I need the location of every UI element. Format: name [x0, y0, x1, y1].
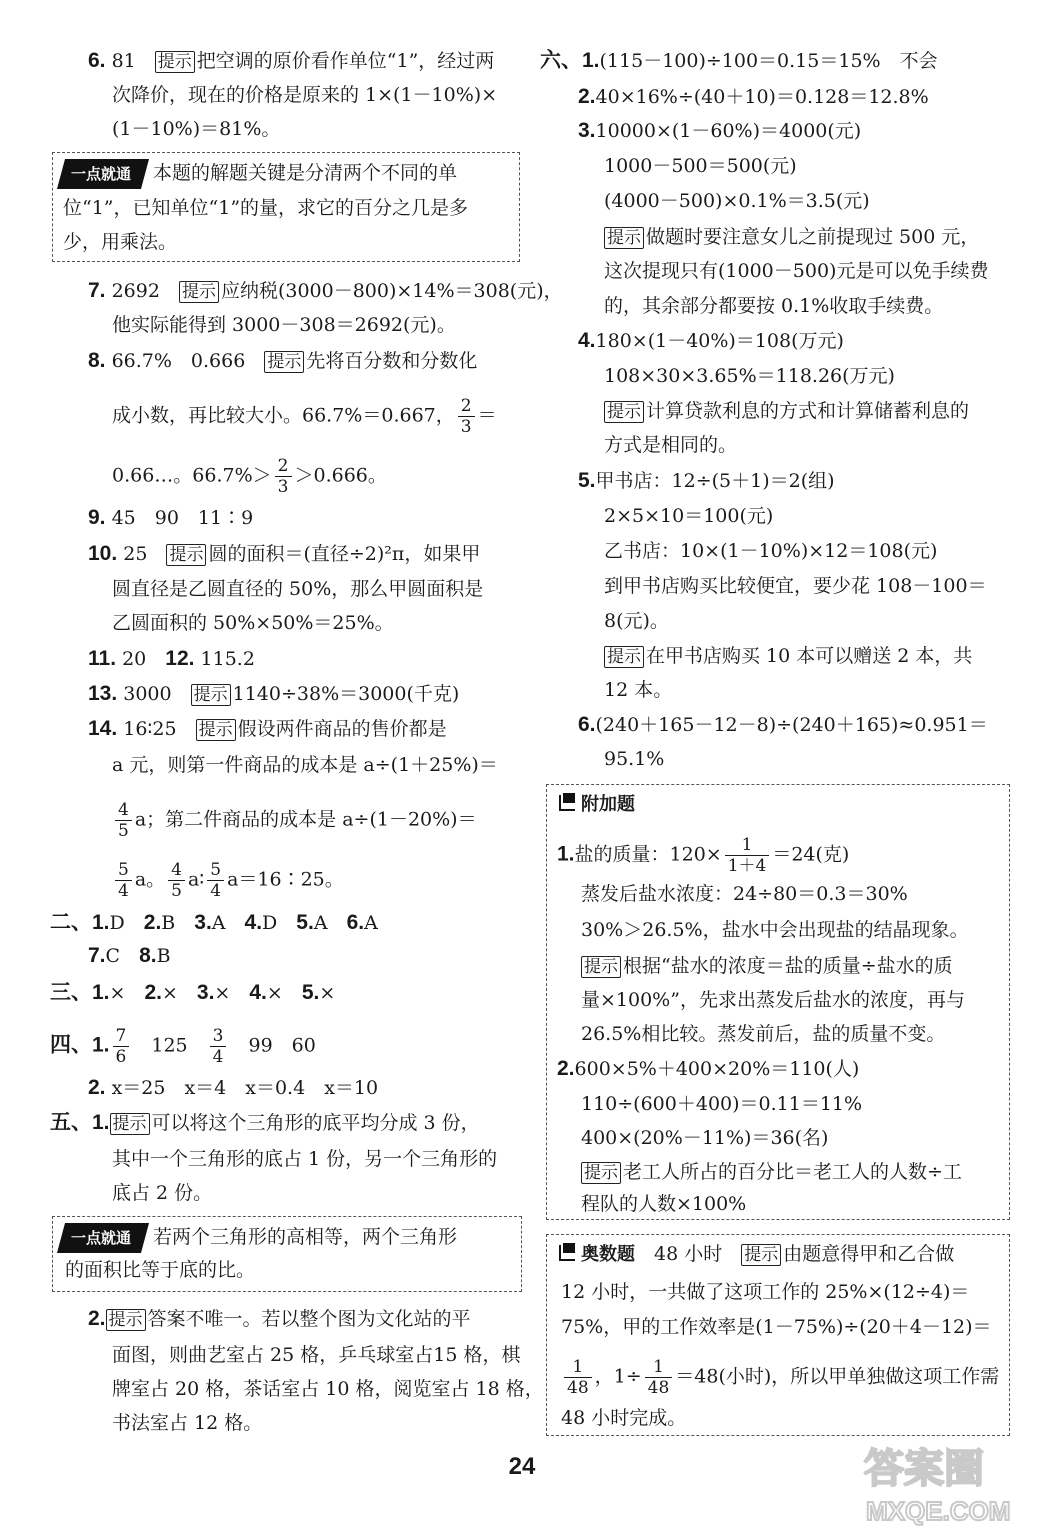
q13-line: 13. 3000 提示 1140÷38%＝3000(千克) — [88, 682, 460, 705]
q8-line3: 0.66…。66.7%＞ $\frac{2}{3}$ ＞0.666。 — [112, 456, 387, 497]
q6-number: 6. — [88, 49, 106, 72]
section-icon — [559, 1245, 575, 1261]
section-6-item4: 4.180×(1－40%)＝108(万元) — [578, 329, 844, 352]
watermark-logo — [856, 1436, 1026, 1528]
fraction: $\frac{4}{5}$ — [168, 860, 185, 901]
section-4-line1: 四、1. $\frac{7}{6}$ 125 $\frac{3}{4}$ 99 60 — [50, 1026, 316, 1067]
section-4-line2: 2. x＝25 x＝4 x＝0.4 x＝10 — [88, 1076, 379, 1099]
section-5-item2-line1: 2. 提示 答案不唯一。若以整个图为文化站的平 — [88, 1307, 471, 1330]
note-box-1: 一点就通 本题的解题关键是分清两个不同的单 位“1”，已知单位“1”的量，求它的百分之几是多 少，用乘法。 — [52, 152, 520, 262]
section-3-line: 三、1.× 2.× 3.× 4.× 5.× — [50, 981, 336, 1004]
fraction: $\frac{1}{1+4}$ — [725, 835, 770, 876]
olympiad-box: 奥数题 48 小时 提示 由题意得甲和乙合做 12 小时，一共做了这项工作的 25%×(12÷4)＝ 75%，甲的工作效率是(1－75%)÷(20＋4－12)＝ $\frac{1}{48}$ ，1÷ $\frac{1}{48}$ ＝48(小时)，所以甲单独做这项工作需 48 小时完成。 — [546, 1234, 1010, 1436]
note-box-2: 一点就通 若两个三角形的高相等，两个三角形 的面积比等于底的比。 — [52, 1216, 522, 1292]
section-icon — [559, 795, 575, 811]
q6-tip-label: 提示 — [155, 51, 195, 73]
watermark-bottom-text: MXQE.COM — [866, 1496, 1011, 1526]
q7-line2: 他实际能得到 3000－308＝2692(元)。 — [112, 314, 456, 336]
q6-answer: 81 — [111, 50, 136, 72]
extra-title: 附加题 — [559, 791, 635, 818]
section-6-item6: 6.(240＋165－12－8)÷(240＋165)≈0.951＝ — [578, 713, 988, 736]
extra-questions-box: 附加题 1.盐的质量：120× $\frac{1}{1+4}$ ＝24(克) 蒸发后盐水浓度：24÷80＝0.3＝30% 30%＞26.5%，盐水中会出现盐的结晶现象。 提示 根据“盐水的浓度＝盐的质量÷盐水的质 量×100%”，先求出蒸发后盐水的浓度，再与 26.5%相比较。蒸发前后，盐的质量不变。 2.600×5%＋400×20%＝110(人) 110÷(600＋400)＝0.11＝11% 400×(20%－11%)＝36(名) 提示 老工人所占的百分比＝老工人的人数÷工 程队的人数×100% — [546, 784, 1010, 1220]
section-2-line2: 7.C 8.B — [88, 944, 171, 967]
fraction: $\frac{4}{5}$ — [115, 800, 132, 841]
q6-line2: 次降价，现在的价格是原来的 1×(1－10%)× — [112, 84, 498, 106]
q6-line3: (1－10%)＝81%。 — [112, 118, 281, 140]
section-6-item1: 六、1.(115－100)÷100＝0.15＝15% 不会 — [540, 49, 938, 72]
section-6-item2: 2.40×16%÷(40＋10)＝0.128＝12.8% — [578, 85, 929, 108]
fraction: $\frac{5}{4}$ — [207, 860, 224, 901]
fraction: $\frac{2}{3}$ — [458, 396, 475, 437]
fraction: $\frac{3}{4}$ — [210, 1026, 227, 1067]
page-number: 24 — [508, 1453, 536, 1480]
fraction: $\frac{5}{4}$ — [115, 860, 132, 901]
q11-q12-line: 11. 20 12. 115.2 — [88, 647, 255, 670]
section-5-line1: 五、1. 提示 可以将这个三角形的底平均分成 3 份， — [50, 1111, 480, 1134]
watermark-top-text: 答案圈 — [864, 1447, 984, 1491]
q10-line1: 10. 25 提示 圆的面积＝(直径÷2)²π，如果甲 — [88, 542, 481, 565]
q7-line1: 7. 2692 提示 应纳税(3000－800)×14%＝308(元)， — [88, 279, 563, 302]
q8-line1: 8. 66.7% 0.666 提示 先将百分数和分数化 — [88, 349, 478, 372]
fraction: $\frac{1}{48}$ — [645, 1357, 673, 1398]
note-tag-2: 一点就通 — [57, 1223, 149, 1253]
section-6-item3: 3.10000×(1－60%)＝4000(元) — [578, 119, 862, 142]
fraction: $\frac{1}{48}$ — [564, 1357, 592, 1398]
section-2-line1: 二、1.D 2.B 3.A 4.D 5.A 6.A — [50, 911, 378, 934]
note-tag-1: 一点就通 — [57, 159, 149, 189]
q9-line: 9. 45 90 11∶9 — [88, 506, 254, 529]
q14-line1: 14. 16∶25 提示 假设两件商品的售价都是 — [88, 717, 447, 740]
fraction: $\frac{7}{6}$ — [113, 1026, 130, 1067]
fraction: $\frac{2}{3}$ — [275, 456, 292, 497]
q6-line1: 6. 81 提示 把空调的原价看作单位“1”，经过两 — [88, 49, 495, 72]
q8-line2: 成小数，再比较大小。66.7%＝0.667， $\frac{2}{3}$ ＝ — [112, 396, 497, 437]
section-6-item5: 5.甲书店：12÷(5＋1)＝2(组) — [578, 469, 835, 492]
